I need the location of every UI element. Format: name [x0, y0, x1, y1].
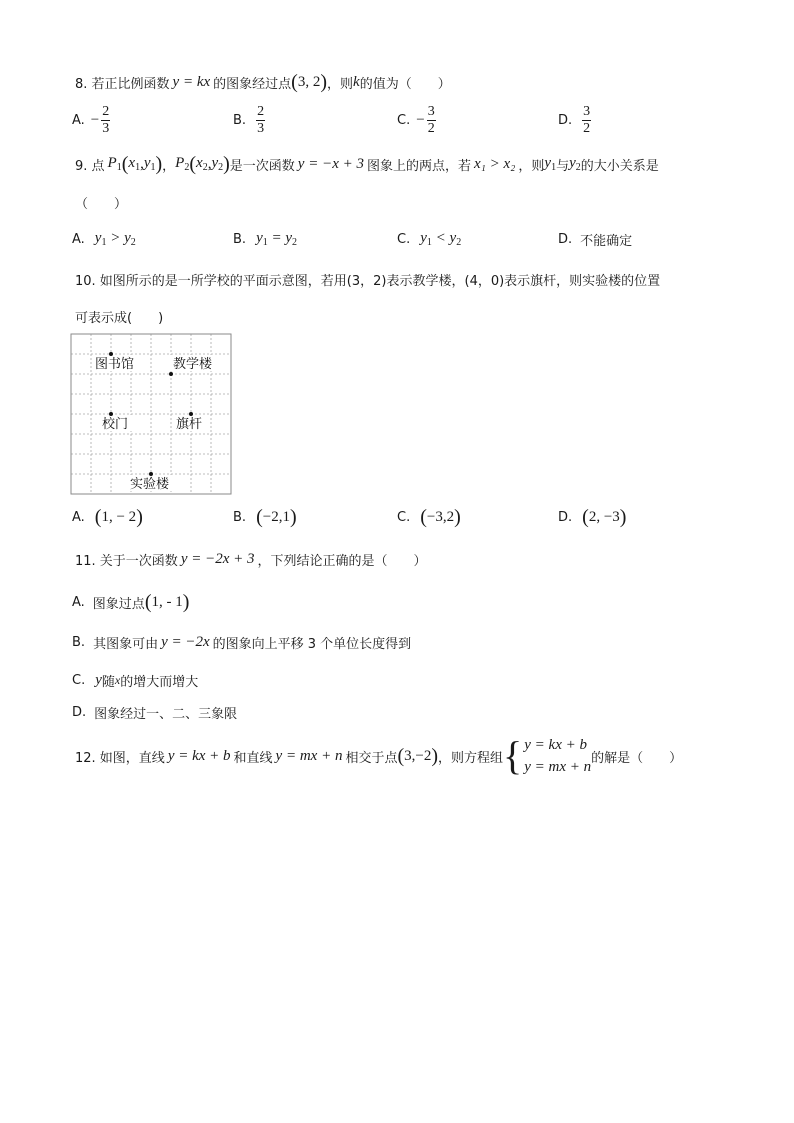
q8-stem: 8. 若正比例函数 y = kx 的图象经过点 ( 3, 2 ) ，则 k 的值为（ ） [75, 71, 451, 93]
q10-stem-line1: 10. 如图所示的是一所学校的平面示意图，若用(3，2)表示教学楼，(4，0)表示旗杆，则实验楼的位置 [75, 274, 661, 289]
q8-option-b-fraction: $\frac{2}{3}$ [257, 104, 265, 136]
q8-func: y = kx [172, 73, 211, 90]
q9-option-b[interactable]: B. $y_1 = y_2$ [233, 230, 298, 248]
equation-system: y = kx + b y = mx + n [524, 737, 592, 775]
q8-after2: 的值为（ ） [359, 76, 451, 92]
map-label-lab: 实验楼 [130, 477, 170, 492]
q8-var: k [353, 73, 360, 90]
q8-option-b[interactable]: B. $\frac{2}{3}$ [233, 104, 265, 136]
q9-option-d[interactable]: D. 不能确定 [558, 232, 633, 249]
map-label-teaching: 教学楼 [173, 357, 213, 372]
q9-stem: 9. 点 $P_1$ ( $x_1$ , $y_1$ ) ， $P_2$ ( $x_2$ , $y_2$ ) 是一次函数 y = −x + 3 图象上的两点，若 x₁ > x₂ ，则 $y_1$ 与 $y_2$ 的大小关系是 [75, 153, 659, 175]
q8-point: 3, 2 [297, 73, 321, 90]
q11-option-a[interactable]: A. 图象过点 ( 1, - 1 ) [72, 591, 190, 613]
q11-option-b[interactable]: B. 其图象可由 y = −2x 的图象向上平移 3 个单位长度得到 [72, 634, 412, 652]
map-label-library: 图书馆 [95, 357, 135, 372]
q9-func: y = −x + 3 [297, 155, 364, 172]
school-map-figure [70, 333, 232, 495]
equation-system-brace: { [503, 733, 523, 778]
q11-stem: 11. 关于一次函数 y = −2x + 3 ，下列结论正确的是（ ） [75, 551, 427, 569]
q10-option-b[interactable]: B. ( −2,1 ) [233, 506, 297, 528]
map-label-gate: 校门 [102, 417, 129, 432]
library-dot [109, 352, 113, 356]
q9-option-a[interactable]: A. $y_1 > y_2$ [72, 230, 136, 248]
q8-option-c[interactable]: C. − $\frac{3}{2}$ [397, 104, 435, 136]
q8-mid: 的图象经过点 [213, 76, 292, 92]
q8-option-d-fraction: $\frac{3}{2}$ [583, 104, 591, 136]
q9-option-c[interactable]: C. $y_1 < y_2$ [397, 230, 462, 248]
q10-stem-line2: 可表示成( ) [75, 311, 164, 326]
q11-option-d[interactable]: D. 图象经过一、二、三象限 [72, 705, 238, 722]
lab-building-dot [149, 472, 153, 476]
q9-condition: x₁ > x₂ [474, 155, 516, 172]
q8-option-d[interactable]: D. $\frac{3}{2}$ [558, 104, 591, 136]
q11-func: y = −2x + 3 [180, 551, 255, 567]
q8-option-c-fraction: $\frac{3}{2}$ [427, 104, 435, 136]
map-label-flagpole: 旗杆 [176, 417, 203, 432]
q10-option-c[interactable]: C. ( −3,2 ) [397, 506, 461, 528]
flagpole-dot [189, 412, 193, 416]
teaching-building-dot [169, 372, 173, 376]
gate-dot [109, 412, 113, 416]
q8-stem-before: 8. 若正比例函数 [75, 76, 170, 92]
q10-option-d[interactable]: D. ( 2, −3 ) [558, 506, 627, 528]
q11-option-c[interactable]: C. y 随 x 的增大而增大 [72, 672, 199, 690]
q12-stem: 12. 如图，直线 y = kx + b 和直线 y = mx + n 相交于点 ( 3,−2 ) ，则方程组 { y = kx + b y = mx + n 的解是（ ） [75, 733, 683, 778]
q10-option-a[interactable]: A. ( 1, − 2 ) [72, 506, 143, 528]
q8-option-a[interactable]: A. − $\frac{2}{3}$ [72, 104, 110, 136]
q9-paren: （ ） [75, 197, 128, 212]
q8-option-a-fraction: $\frac{2}{3}$ [102, 104, 110, 136]
q8-after1: ，则 [327, 76, 354, 92]
